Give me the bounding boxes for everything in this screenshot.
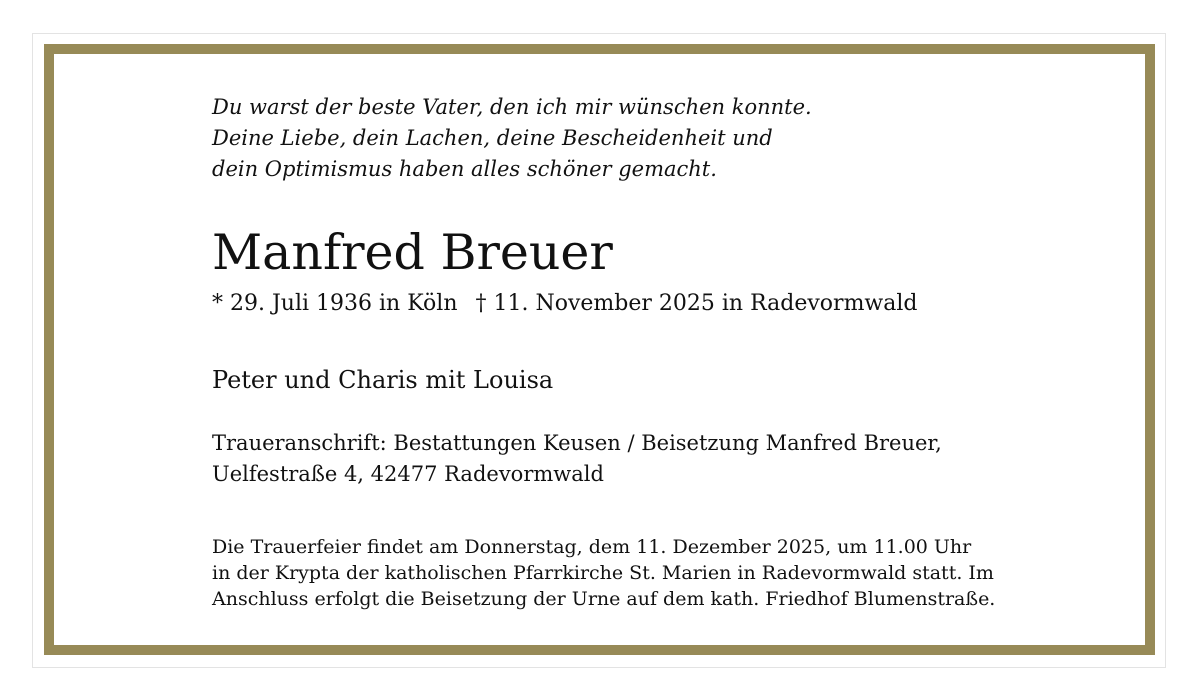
- birth-date: * 29. Juli 1936 in Köln: [212, 291, 458, 316]
- family-names: Peter und Charis mit Louisa: [212, 366, 554, 394]
- ceremony-line: Anschluss erfolgt die Beisetzung der Urne auf dem kath. Friedhof Blumenstraße.: [212, 588, 996, 610]
- quote-line: dein Optimismus haben alles schöner gemacht.: [212, 157, 717, 181]
- death-date: † 11. November 2025 in Radevormwald: [475, 291, 918, 316]
- ceremony-line: in der Krypta der katholischen Pfarrkirche St. Marien in Radevormwald statt. Im: [212, 562, 994, 584]
- quote-line: Du warst der beste Vater, den ich mir wünschen konnte.: [212, 95, 812, 119]
- mourning-address: [212, 428, 942, 490]
- life-dates: [212, 290, 918, 318]
- obituary-content: [212, 92, 1092, 610]
- address-line: Traueranschrift: Bestattungen Keusen / Beisetzung Manfred Breuer,: [212, 431, 942, 455]
- address-line: Uelfestraße 4, 42477 Radevormwald: [212, 462, 604, 486]
- deceased-name: Manfred Breuer: [212, 224, 613, 281]
- funeral-ceremony-info: [212, 534, 995, 612]
- memorial-quote: [212, 92, 1092, 185]
- ceremony-line: Die Trauerfeier findet am Donnerstag, dem 11. Dezember 2025, um 11.00 Uhr: [212, 536, 972, 558]
- quote-line: Deine Liebe, dein Lachen, deine Bescheidenheit und: [212, 126, 773, 150]
